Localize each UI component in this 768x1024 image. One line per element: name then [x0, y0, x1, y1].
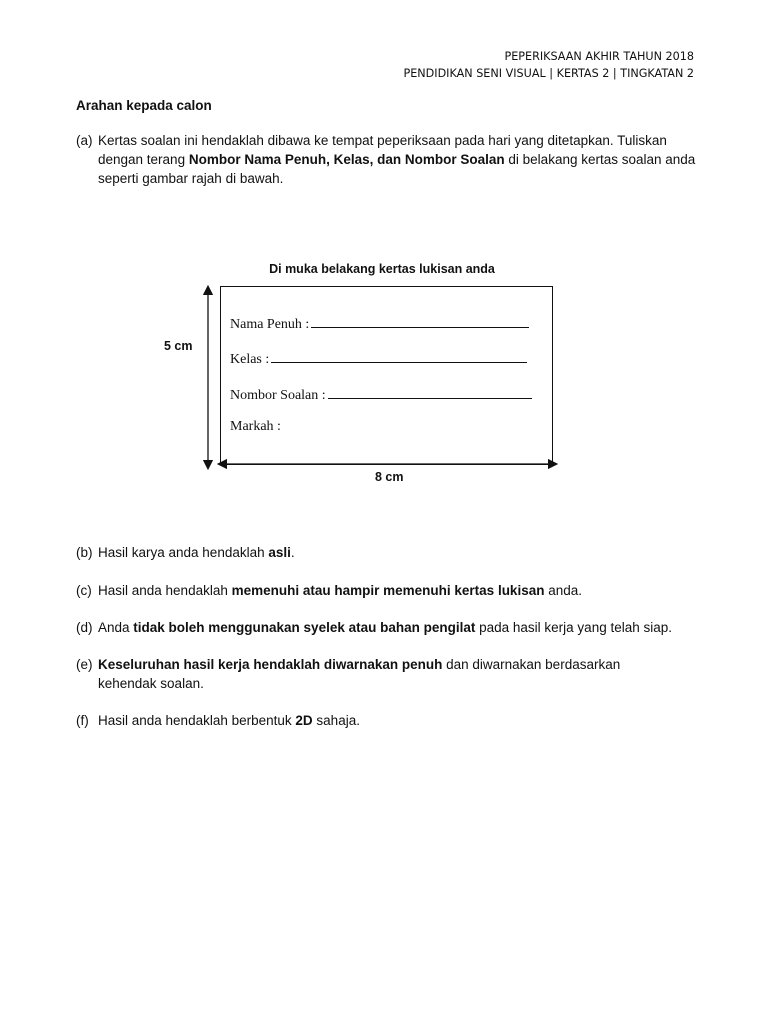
item-text-part: Hasil karya anda hendaklah	[98, 545, 269, 560]
item-text	[98, 711, 706, 730]
instruction-item-f	[76, 711, 706, 730]
item-text-bold: asli	[268, 545, 291, 560]
item-text-part: Anda	[98, 620, 134, 635]
item-label: (b)	[76, 545, 93, 560]
item-text-part: di belakang kertas soalan anda seperti gambar rajah di bawah.	[98, 152, 696, 186]
class-field	[230, 348, 527, 368]
item-label: (e)	[76, 657, 93, 672]
instruction-item-d	[76, 618, 706, 637]
class-field-line	[271, 348, 527, 363]
item-text-bold: tidak boleh menggunakan syelek atau bahan pengilat	[133, 620, 476, 635]
item-label: (a)	[76, 133, 93, 148]
item-text-part: .	[290, 545, 295, 560]
item-text-bold: Nombor Nama Penuh, Kelas, dan Nombor Soalan	[188, 152, 505, 167]
name-field-line	[311, 313, 529, 328]
item-text-part: dan diwarnakan berdasarkan kehendak soalan.	[98, 657, 621, 691]
item-text-part: anda.	[544, 583, 583, 598]
name-field-label: Nama Penuh :	[230, 317, 310, 332]
marks-field	[230, 419, 281, 435]
question-field-line	[328, 384, 532, 399]
item-text-bold: 2D	[295, 713, 313, 728]
item-text	[98, 655, 666, 693]
instructions-heading: Arahan kepada calon	[76, 98, 212, 113]
height-label: 5 cm	[164, 339, 193, 353]
item-text-bold: Keseluruhan hasil kerja hendaklah diwarnakan penuh	[98, 657, 443, 672]
item-text-part: Hasil anda hendaklah berbentuk	[98, 713, 296, 728]
exam-subtitle: PENDIDIKAN SENI VISUAL | KERTAS 2 | TINGKATAN 2	[403, 67, 694, 80]
marks-field-label: Markah :	[230, 419, 281, 434]
diagram-title: Di muka belakang kertas lukisan anda	[269, 262, 495, 276]
name-field	[230, 313, 529, 333]
item-text-bold: memenuhi atau hampir memenuhi kertas lukisan	[231, 583, 545, 598]
item-label: (f)	[76, 713, 89, 728]
instruction-item-c	[76, 581, 706, 600]
item-text	[98, 543, 706, 562]
instruction-item-e	[76, 655, 666, 693]
item-label: (d)	[76, 620, 93, 635]
instruction-item-b	[76, 543, 706, 562]
item-text	[98, 581, 706, 600]
question-number-field	[230, 384, 532, 404]
question-field-label: Nombor Soalan :	[230, 388, 326, 403]
item-text-part: Kertas soalan ini hendaklah dibawa ke tempat peperiksaan pada hari yang ditetapkan. Tuliskan dengan terang	[98, 133, 667, 167]
item-text-part: pada hasil kerja yang telah siap.	[475, 620, 673, 635]
item-text-part: Hasil anda hendaklah	[98, 583, 232, 598]
exam-title: PEPERIKSAAN AKHIR TAHUN 2018	[504, 50, 694, 63]
item-text	[98, 618, 706, 637]
width-label: 8 cm	[375, 470, 404, 484]
class-field-label: Kelas :	[230, 352, 270, 367]
item-label: (c)	[76, 583, 92, 598]
item-text-part: sahaja.	[312, 713, 360, 728]
